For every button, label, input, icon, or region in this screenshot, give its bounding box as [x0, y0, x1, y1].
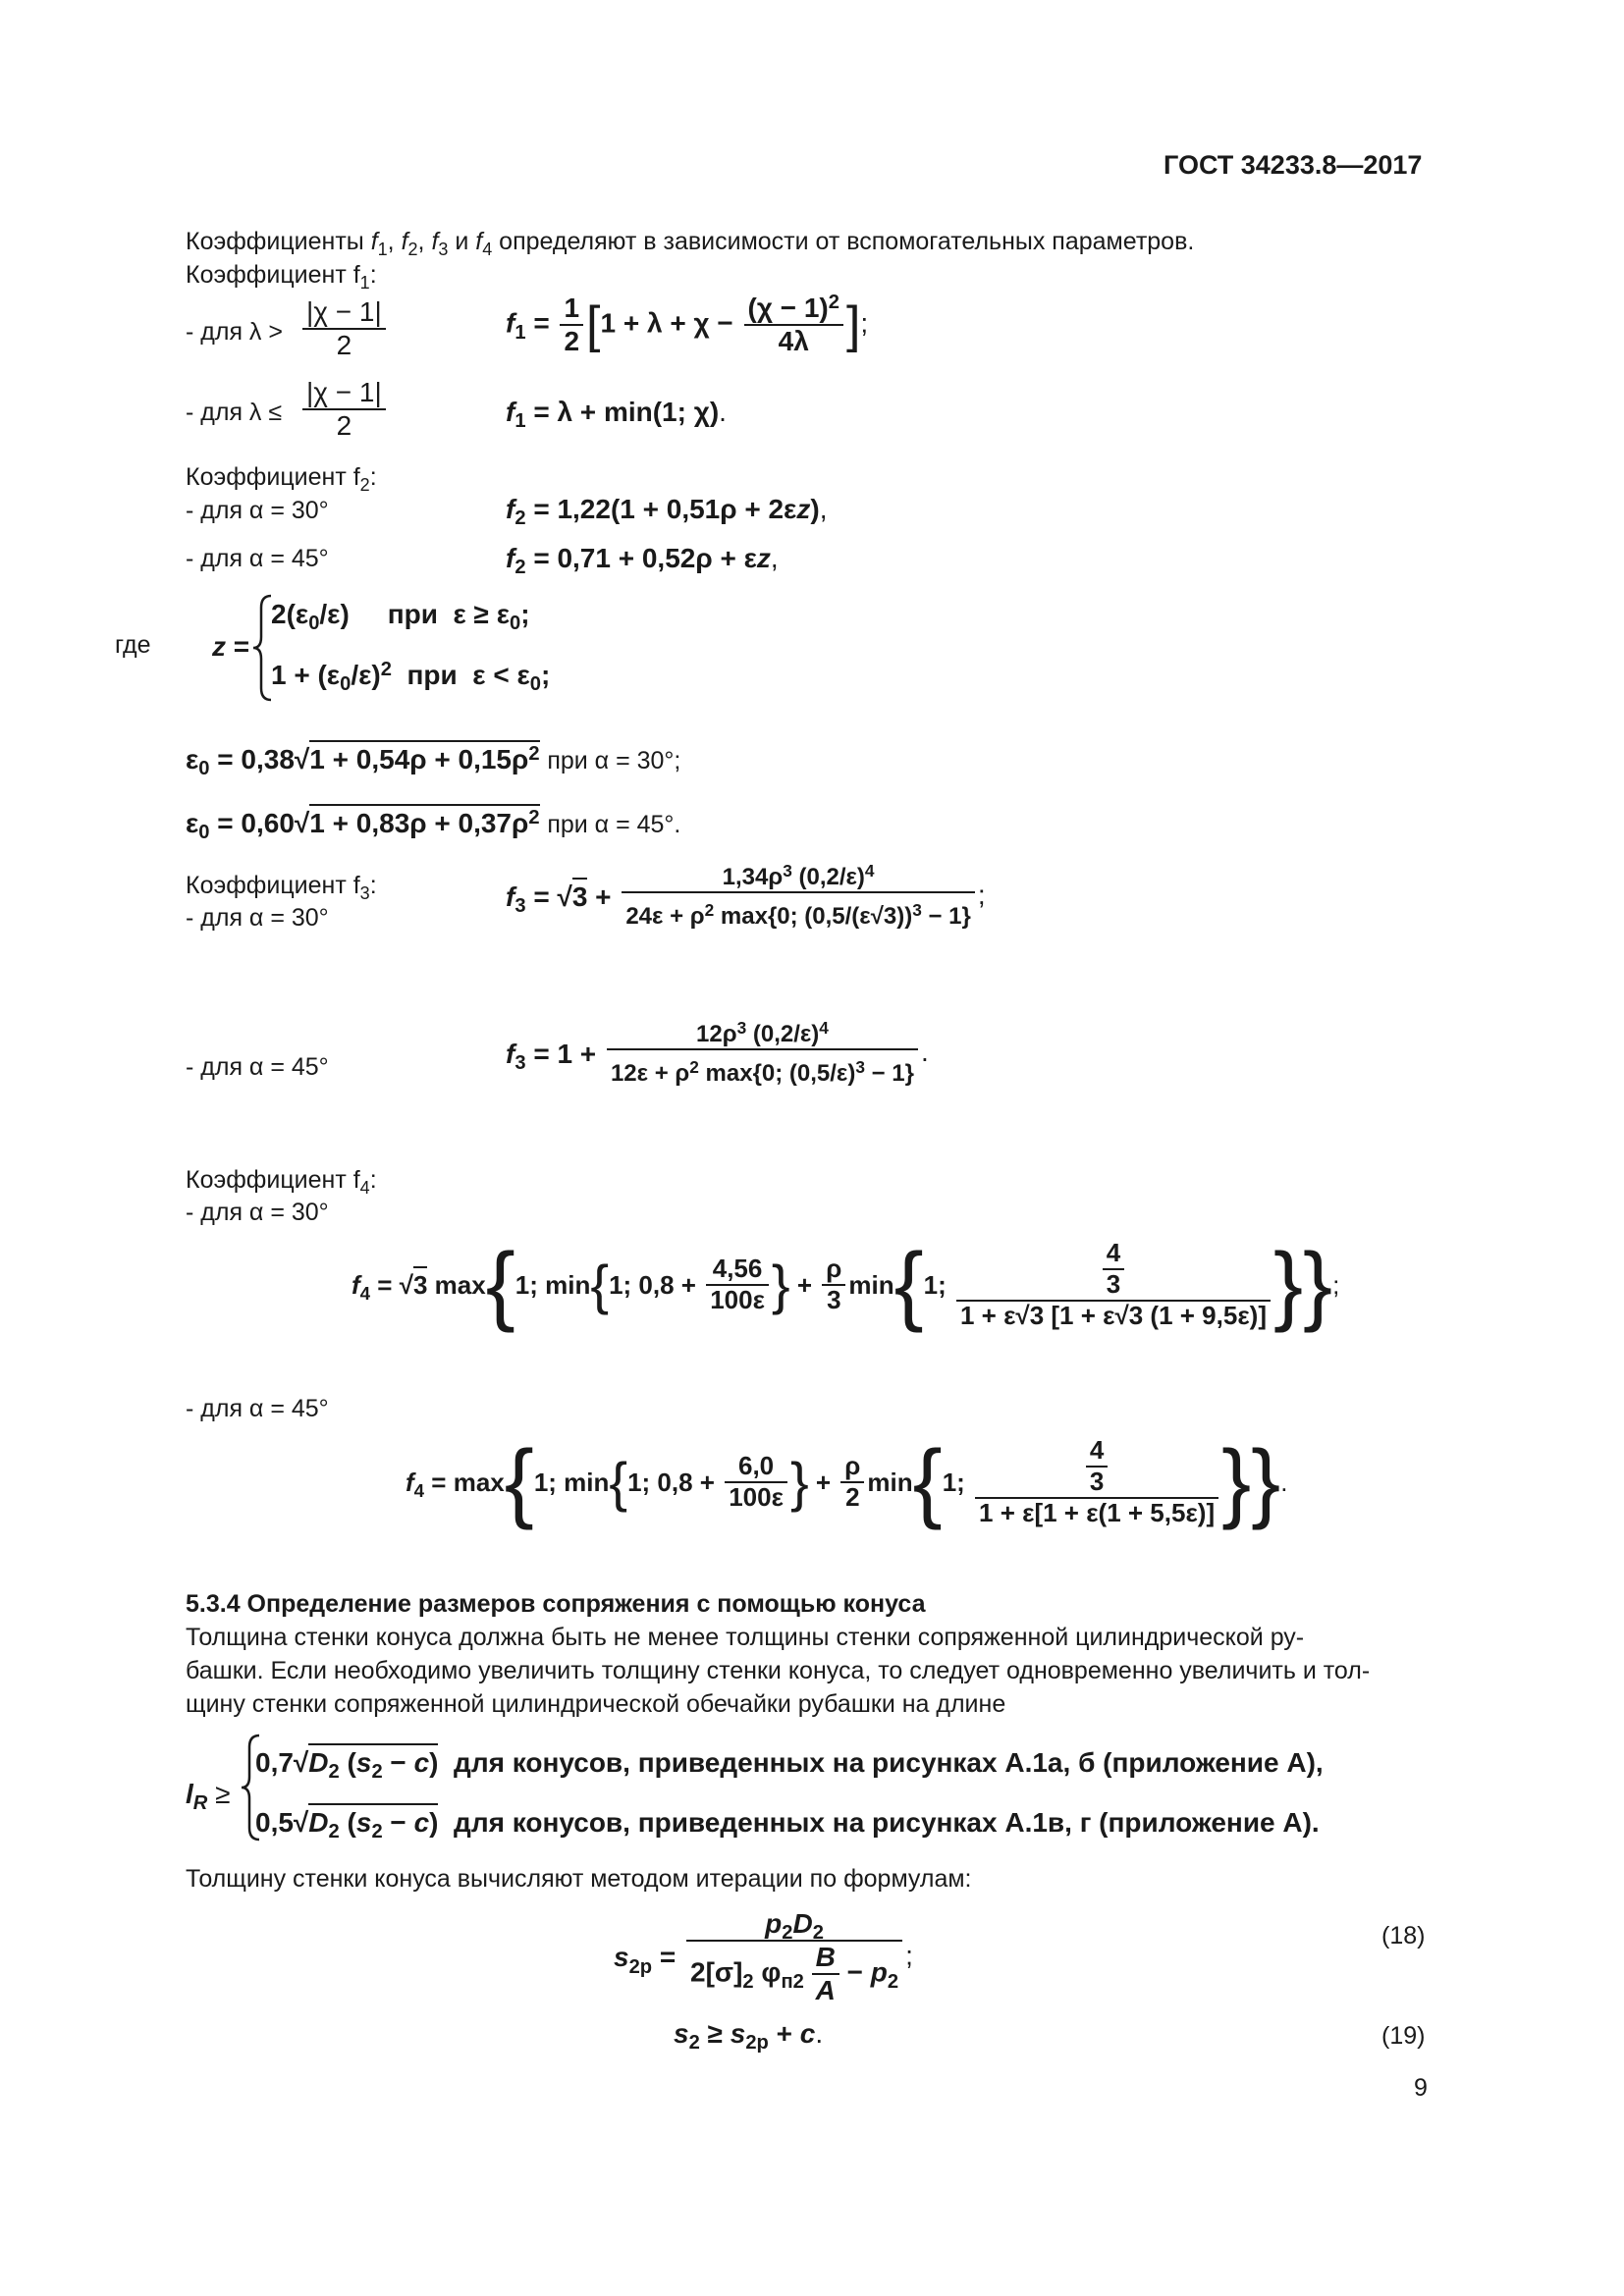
- f1-heading: Коэффициент $f_1$:: [186, 261, 377, 293]
- f2-cond-alpha45: - для α = 45°: [186, 545, 329, 572]
- formula-s2: $s_2 \ge s_{2p} + c$.: [674, 2018, 824, 2055]
- f4-heading: Коэффициент $f_4$:: [186, 1166, 377, 1198]
- f4-heading-label: Коэффициент f: [186, 1166, 360, 1194]
- formula-eps0-alpha45: $\varepsilon_0 = 0,60√1 + 0,83\rho + 0,37\rho^2$ при α = 45°.: [186, 810, 680, 837]
- f2-heading-label: Коэффициент f: [186, 463, 360, 491]
- z-case1: $2(\varepsilon_0/\varepsilon)$ при $\varepsilon \ge \varepsilon_0$;: [271, 599, 530, 635]
- formula-f2-alpha30: $f_2 = 1,22(1 + 0,51\rho + 2\varepsilon z)$,: [506, 494, 828, 530]
- lr-case2: $0,5√D_2$ $(s_2 - c)$ для конусов, приведенных на рисунках А.1в, г (приложение А).: [255, 1809, 1320, 1837]
- formula-f3-alpha45: $f_3 = 1$ + $12\rho^3$ $(0,2/\varepsilon)^4$ $12\varepsilon + \rho^2$ max{0; $(0,5/\varepsilon)^3 - 1$} .: [506, 1018, 929, 1087]
- paragraph-1-line-1: Толщина стенки конуса должна быть не менее толщины стенки сопряженной цилиндрической ру-: [186, 1624, 1305, 1651]
- paragraph-2: Толщину стенки конуса вычисляют методом итерации по формулам:: [186, 1865, 972, 1893]
- section-heading: 5.3.4 Определение размеров сопряжения с помощью конуса: [186, 1590, 926, 1618]
- z-case2: $1 + (\varepsilon_0/\varepsilon)^2$ при $\varepsilon < \varepsilon_0$;: [271, 658, 551, 696]
- formula-f4-alpha30: $f_4 = √3$ max{1; min{1; 0,8 + $\frac{4,56}{100\varepsilon}$ } + $\frac{\rho}{3}$ min{1; $\frac{\frac{4}{3}}{1 + \varepsilon√3 [1 + \varepsilon√3 (1 + 9,5\varepsilon)]}$ }};: [352, 1235, 1340, 1334]
- abs-chi-fraction-2: $\frac{|\chi - 1|}{2}$: [299, 377, 389, 442]
- formula-f1-case2: $f_1 = \lambda + \min(1$; χ).: [506, 397, 727, 433]
- f4-cond-alpha30: - для α = 30°: [186, 1199, 329, 1226]
- z-lhs: z =: [212, 631, 250, 662]
- f3-heading: Коэффициент $f_3$:: [186, 872, 377, 903]
- lr-case2-text: для конусов, приведенных на рисунках А.1в, г (приложение А).: [454, 1807, 1320, 1838]
- formula-f3-alpha30: $f_3 = √3$ + $1,34\rho^3$ $(0,2/\varepsilon)^4$ $24\varepsilon + \rho^2$ max{0; $(0,5/(\varepsilon√3))^3 - 1$} ;: [506, 861, 986, 930]
- equation-number-18: (18): [1381, 1922, 1426, 1949]
- abs-chi-fraction-1: $\frac{|\chi - 1|}{2}$: [299, 296, 389, 361]
- f2-cond-alpha30: - для α = 30°: [186, 497, 329, 524]
- cond-lambda-gt: [186, 320, 283, 345]
- eps0-alpha30-suffix: при α = 30°;: [547, 747, 681, 774]
- formula-s2p: $s_{2p}$ = $p_2D_2$ $2[\sigma]_2$ $\varphi_{п2}$ $\frac{B}{A}$ − $p_2$ ;: [614, 1908, 913, 2006]
- eps0-alpha45-suffix: при α = 45°.: [547, 811, 681, 838]
- intro-line: Коэффициенты $f_1$, $f_2$, $f_3$ и $f_4$ определяют в зависимости от вспомогательных параметров.: [186, 228, 1195, 259]
- formula-f4-alpha45: $f_4 = \max\{1$; min{1; 0,8 + $\frac{6,0}{100\varepsilon}$ } + $\frac{\rho}{2}$ min{1; $\frac{\frac{4}{3}}{1 + \varepsilon[1 + \varepsilon(1 + 5,5\varepsilon)]}$ }}.: [406, 1432, 1288, 1531]
- paragraph-1-line-2: башки. Если необходимо увеличить толщину стенки конуса, то следует одновременно увеличить и тол-: [186, 1657, 1371, 1684]
- f3-cond-alpha30: - для α = 30°: [186, 904, 329, 932]
- intro-text-b: определяют в зависимости от вспомогательных параметров.: [492, 228, 1195, 255]
- formula-eps0-alpha30: $\varepsilon_0 = 0,38√1 + 0,54\rho + 0,15\rho^2$ при α = 30°;: [186, 746, 680, 774]
- f3-heading-label: Коэффициент f: [186, 872, 360, 899]
- lr-lhs: $l_R$ ≥: [186, 1779, 231, 1815]
- formula-f2-alpha45: $f_2 = 0,71 + 0,52\rho + \varepsilon z$,: [506, 543, 779, 579]
- paragraph-1-line-3: щину стенки сопряженной цилиндрической обечайки рубашки на длине: [186, 1690, 1006, 1718]
- where-label: где: [115, 631, 151, 659]
- cond-lambda-le-text: - для λ ≤: [186, 399, 283, 426]
- f2-heading: Коэффициент $f_2$:: [186, 463, 377, 495]
- f4-cond-alpha45: - для α = 45°: [186, 1395, 329, 1422]
- f1-heading-label: Коэффициент f: [186, 261, 360, 289]
- cond-lambda-le: [186, 400, 282, 425]
- equation-number-19: (19): [1381, 2022, 1426, 2050]
- lr-case1: $0,7√D_2$ $(s_2 - c)$ для конусов, приведенных на рисунках А.1а, б (приложение А),: [255, 1749, 1324, 1777]
- cond-lambda-gt-text: - для λ >: [186, 318, 283, 346]
- intro-text-a: Коэффициенты: [186, 228, 371, 255]
- lr-case1-text: для конусов, приведенных на рисунках А.1а, б (приложение А),: [454, 1747, 1324, 1778]
- f3-cond-alpha45: - для α = 45°: [186, 1053, 329, 1081]
- formula-f1-case1: $f_1$ = $\frac{1}{2}$ [1 + λ + χ − $\frac{(\chi - 1)^2}{4\lambda}$ ];: [506, 291, 869, 357]
- standard-header: ГОСТ 34233.8—2017: [1164, 150, 1423, 180]
- page-number: 9: [1414, 2074, 1428, 2102]
